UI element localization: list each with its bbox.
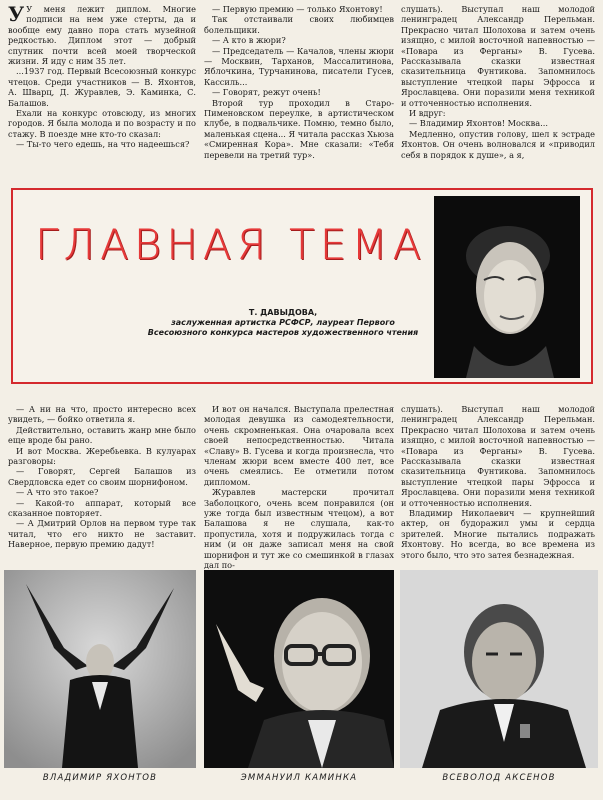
- paragraph: — Первую премию — только Яхонтову!: [212, 4, 383, 14]
- author-name: Т. ДАВЫДОВА,: [248, 308, 318, 317]
- headline: ГЛАВНАЯ ТЕМА: [35, 220, 427, 269]
- paragraph: — Владимир Яхонтов! Москва...: [409, 118, 548, 129]
- paragraph: — Ты-то чего едешь, на что надеешься?: [16, 139, 190, 150]
- middle-column-2: [204, 404, 394, 571]
- photo-aksenov: [400, 570, 598, 768]
- photo-caption: ЭММАНУИЛ КАМИНКА: [240, 773, 358, 783]
- middle-column-3: [401, 404, 595, 564]
- paragraph: И вот он начался. Выступала прелестная молодая девушка из самодеятельности, очень скромненькая. Она очаровала всех своей непосредственностью. Читала «Славу» В. Гусева и когда произнесла, что членам жюри всем вместе 400 лет, все очень смеялись. Ее отметили потом дипломом.: [204, 404, 394, 487]
- top-column-1: [8, 4, 196, 174]
- paragraph: — Председатель — Качалов, члены жюри — Москвин, Тарханов, Массалитинова, Яблочкина, Турчанинова, писатели Гусев, Кассиль...: [204, 45, 394, 87]
- top-column-2: [204, 4, 394, 174]
- paragraph: — А что это такое?: [16, 487, 99, 498]
- paragraph: Действительно, оставить жанр мне было еще вроде бы рано.: [8, 424, 196, 446]
- paragraph: Так отстаивали своих любимцев болельщики.: [204, 14, 394, 35]
- photo-caption: ВСЕВОЛОД АКСЕНОВ: [442, 773, 556, 783]
- paragraph: — А Дмитрий Орлов на первом туре так читал, что его никто не заставит. Наверное, первую премию дадут!: [8, 518, 196, 550]
- paragraph: — Говорят, режут очень!: [212, 87, 321, 98]
- paragraph: И вдруг:: [409, 108, 446, 119]
- photo-caption: ВЛАДИМИР ЯХОНТОВ: [42, 773, 158, 783]
- author-credits: заслуженная артистка РСФСР, лауреат Первого Всесоюзного конкурса мастеров художественного чтения: [147, 318, 419, 337]
- paragraph: Журавлев мастерски прочитал Заболоцкого, очень всем понравился (он уже тогда был известным чтецом), а вот Балашова я не слушала, как-то пропустила, хотя и подружилась тогда с ним (и он даже записал меня на свой шорнифон и тут же со смешинкой в глазах дал по-: [204, 487, 394, 571]
- paragraph: Второй тур проходил в Старо-Пименовском переулке, в артистическом клубе, в подвальчике. Помню, темно было, маленькая сцена... Я читала рассказ Хьюза «Смиренная Кора». Мне сказали: «Тебя перевели на третий тур».: [204, 97, 394, 160]
- paragraph: Медленно, опустив голову, шел к эстраде Яхонтов. Он очень волновался и «приводил себя в порядок к душе», а я,: [401, 128, 595, 160]
- byline: [143, 308, 423, 338]
- photo-yakhontov: [4, 570, 196, 768]
- paragraph: — А кто в жюри?: [212, 35, 286, 46]
- paragraph: У У меня лежит диплом. Многие подписи на нем уже стерты, да и вообще ему давно пора стать музейной редкостью. Диплом этот — добрый спутник почти всей моей творческой жизни. Я иду с ним 35 лет.: [8, 2, 196, 67]
- paragraph: И вот Москва. Жеребьевка. В кулуарах разговоры:: [8, 445, 196, 467]
- paragraph: слушать). Выступал наш молодой ленинградец Александр Перельман. Прекрасно читал Шолохова и затем очень изящно, с милой восточной напевностью — «Повара из Ферганы» В. Гусева. Рассказывала сказки известная сказительница Фунтикова. Запомнилось выступление чтецкой пары Эфросса и Ярославцева. Они поразили меня техникой и отточенностью исполнения.: [401, 404, 595, 508]
- paragraph: — А ни на что, просто интересно всех увидеть, — бойко ответила я.: [8, 404, 196, 425]
- paragraph: — Говорят, Сергей Балашов из Свердловска едет со своим шорнифоном.: [8, 466, 196, 487]
- paragraph: ...1937 год. Первый Всесоюзный конкурс чтецов. Среди участников — В. Яхонтов, А. Шварц, Д. Журавлев, Э. Каминка, С. Балашов.: [8, 66, 196, 108]
- photo-kaminka: [204, 570, 394, 768]
- top-column-3: [401, 4, 595, 174]
- feature-box: [11, 188, 593, 384]
- paragraph: слушать). Выступал наш молодой ленинградец Александр Перельман. Прекрасно читал Шолохова и затем очень изящно, с милой восточной напевностью — «Повара из Ферганы» В. Гусева. Рассказывала сказки известная сказительница Фунтикова. Запомнилось выступление чтецкой пары Эфросса и Ярославцева. Они поразили меня техникой и отточенностью исполнения.: [401, 4, 595, 108]
- paragraph: Владимир Николаевич — крупнейший актер, он будоражил умы и сердца зрителей. Многие пытались подражать Яхонтову. Но всегда, во все времена из этого было, что это затея безнадежная.: [401, 508, 595, 560]
- paragraph: Ехали на конкурс отовсюду, из многих городов. Я была молода и по возрасту и по стажу. В поезде мне кто-то сказал:: [8, 108, 196, 139]
- author-portrait: [434, 196, 580, 378]
- middle-column-1: [8, 404, 196, 564]
- paragraph: — Какой-то аппарат, который все сказанное повторяет.: [8, 497, 196, 519]
